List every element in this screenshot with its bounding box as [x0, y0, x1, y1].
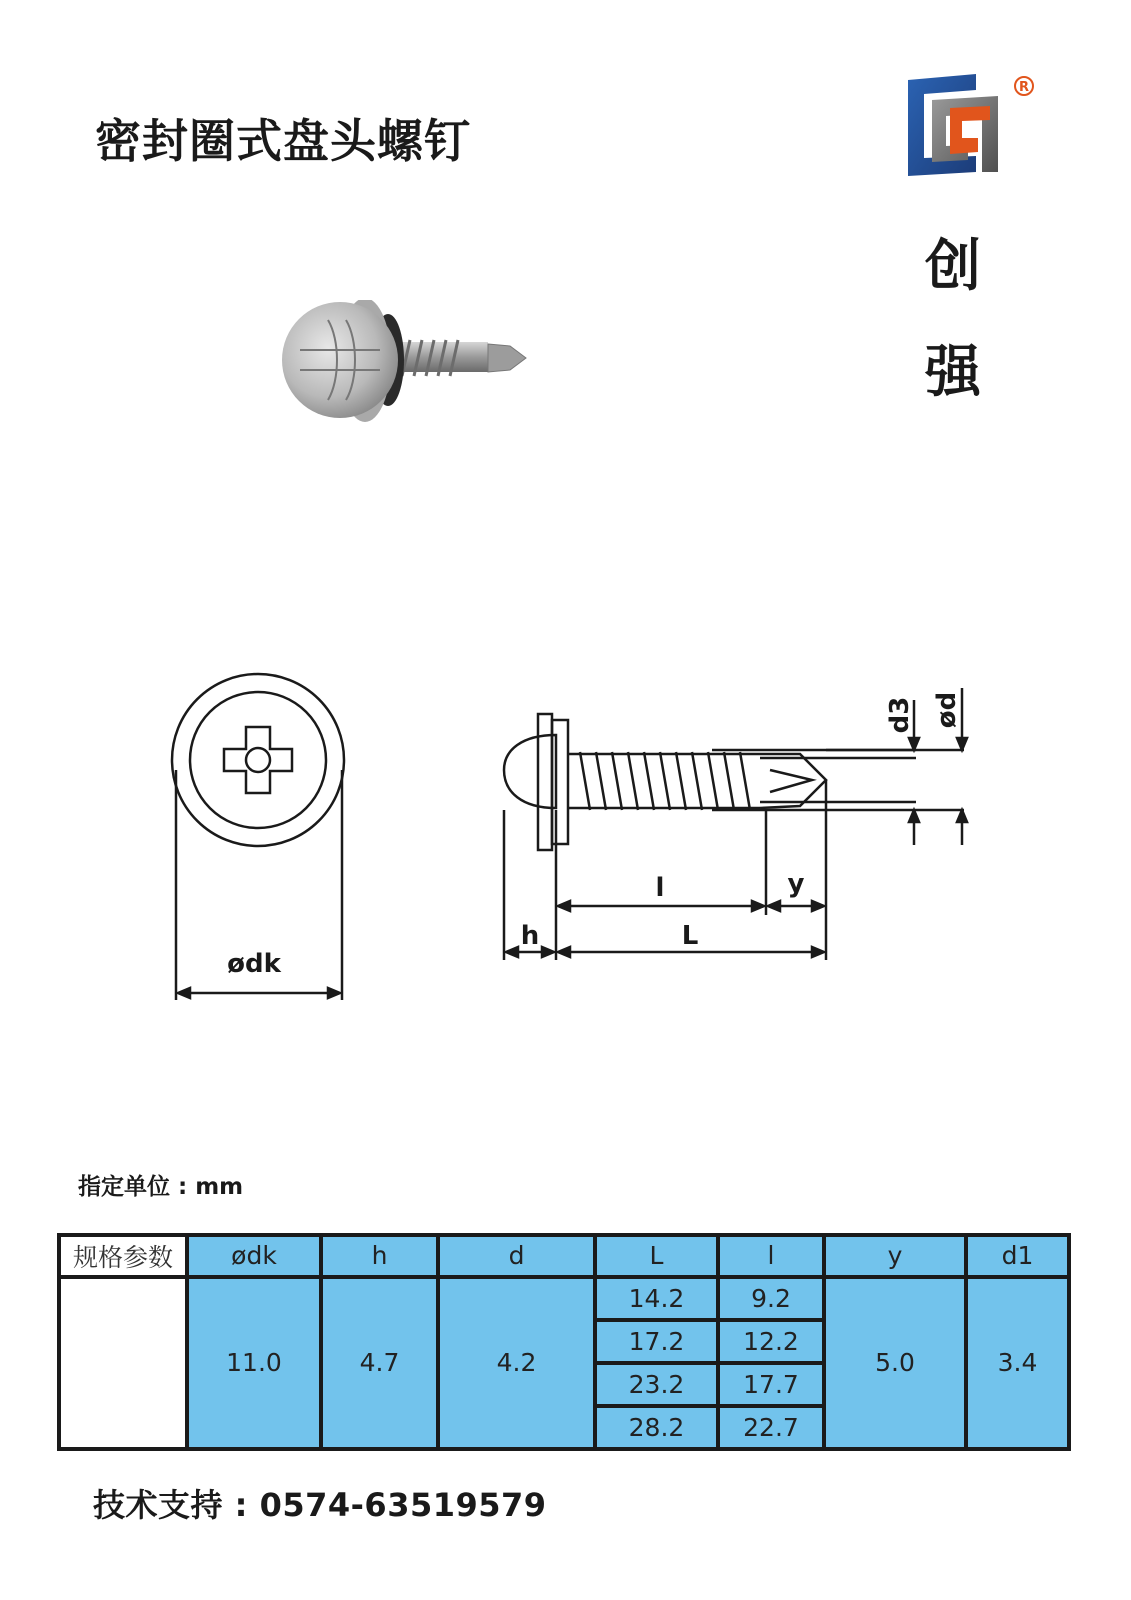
technical-drawing — [0, 660, 1131, 1020]
L-value: 28.2 — [595, 1406, 718, 1449]
d-label: ød — [932, 691, 962, 729]
d-value: 4.2 — [438, 1277, 595, 1449]
L-value: 14.2 — [595, 1277, 718, 1320]
header-h: h — [321, 1235, 438, 1277]
header-dk: ødk — [187, 1235, 321, 1277]
dk-label: ødk — [227, 949, 281, 979]
brand-char-1: 创 — [925, 234, 981, 299]
brand-logo — [906, 72, 1036, 182]
L-value: 17.2 — [595, 1320, 718, 1363]
l-value: 17.7 — [718, 1363, 824, 1406]
screw-photo — [270, 300, 540, 450]
d1-value: 3.4 — [966, 1277, 1069, 1449]
L-value: 23.2 — [595, 1363, 718, 1406]
y-label: y — [787, 869, 805, 899]
h-value: 4.7 — [321, 1277, 438, 1449]
header-d: d — [438, 1235, 595, 1277]
y-value: 5.0 — [824, 1277, 966, 1449]
brand-char-2: 强 — [925, 340, 981, 405]
unit-label: 指定单位 : mm — [78, 1174, 244, 1200]
d3-label: d3 — [885, 696, 915, 734]
support-phone: 技术支持 : 0574-63519579 — [93, 1486, 547, 1524]
header-spec: 规格参数 — [59, 1235, 187, 1277]
page-title: 密封圈式盘头螺钉 — [95, 114, 471, 168]
l-label: l — [655, 873, 665, 903]
header-l: l — [718, 1235, 824, 1277]
header-y: y — [824, 1235, 966, 1277]
table-row — [59, 1277, 1069, 1320]
spec-cell — [59, 1277, 187, 1449]
spec-table — [57, 1233, 1071, 1451]
table-header-row — [59, 1235, 1069, 1277]
L-label: L — [681, 921, 699, 951]
l-value: 9.2 — [718, 1277, 824, 1320]
header-L: L — [595, 1235, 718, 1277]
l-value: 12.2 — [718, 1320, 824, 1363]
l-value: 22.7 — [718, 1406, 824, 1449]
dk-value: 11.0 — [187, 1277, 321, 1449]
svg-text:R: R — [1018, 80, 1030, 95]
h-label: h — [520, 921, 540, 951]
header-d1: d1 — [966, 1235, 1069, 1277]
